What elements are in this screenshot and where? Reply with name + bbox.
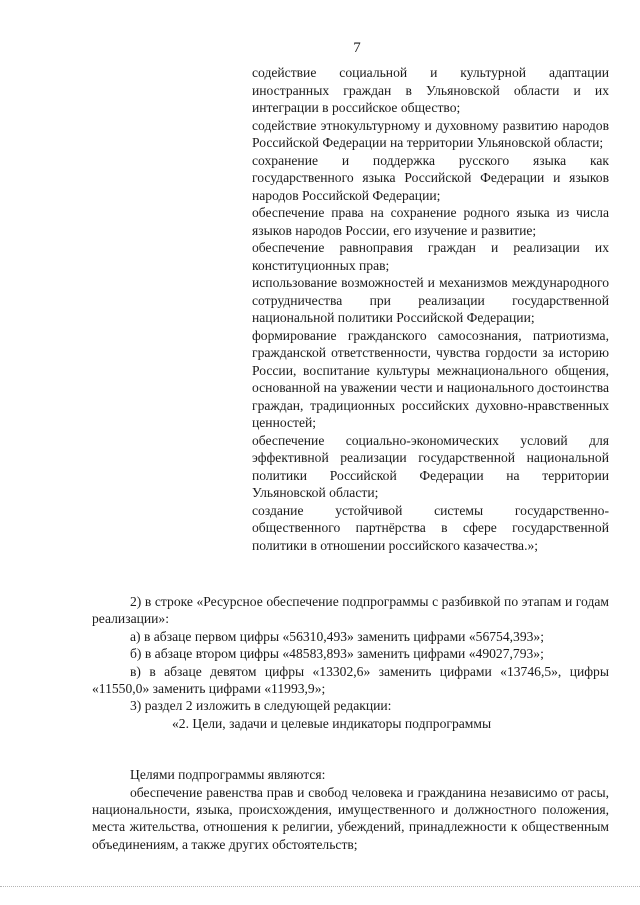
list-item: использование возможностей и механизмов международного сотрудничества при реализации государственной национальной политики Российской Федерации; [252,275,609,325]
goal-equality: обеспечение равенства прав и свобод человека и гражданина независимо от расы, национальности, языка, происхождения, имущественного и должностного положения, места жительства, отношения к религии, убеждений, принадлежности к общественным объединениям, а также других обстоятельств; [92,784,609,852]
list-item: сохранение и поддержка русского языка как государственного языка Российской Федерации и языков народов Российской Федерации; [252,152,609,203]
list-item: обеспечение права на сохранение родного языка из числа языков народов России, его изучение и развитие; [252,205,609,238]
goals-intro: Целями подпрограммы являются: [130,767,326,783]
list-item: содействие социальной и культурной адаптации иностранных граждан в Ульяновской области и их интеграции в российское общество; [252,65,609,115]
item2-intro: 2) в строке «Ресурсное обеспечение подпрограммы с разбивкой по этапам и годам реализации»: [92,594,609,627]
item2-b: б) в абзаце втором цифры «48583,893» заменить цифрами «49027,793»; [130,646,544,662]
page-number: 7 [353,40,361,56]
blank-line [92,749,609,766]
goals-list [252,64,609,554]
blank-line [92,732,609,749]
list-item: содействие этнокультурному и духовному развитию народов Российской Федерации на территории Ульяновской области; [252,117,609,150]
section-heading: «2. Цели, задачи и целевые индикаторы подпрограммы [172,715,492,731]
item2-v: в) в абзаце девятом цифры «13302,6» заменить цифрами «13746,5», цифры «11550,0» заменить цифрами «11993,9»; [92,663,609,697]
list-item: формирование гражданского самосознания, патриотизма, гражданской ответственности, чувства гордости за историю России, воспитание культуры межнационального общения, основанной на уважении чести и национального достоинства граждан, традиционных российских духовно-нравственных ценностей; [252,327,609,430]
document-body [92,593,609,853]
item2-a: а) в абзаце первом цифры «56310,493» заменить цифрами «56754,393»; [130,628,544,644]
bottom-divider [0,886,640,887]
list-item: обеспечение социально-экономических условий для эффективной реализации государственной национальной политики Российской Федерации на территории Ульяновской области; [252,432,609,500]
list-item: создание устойчивой системы государственно-общественного партнёрства в сфере государственной политики в отношении российского казачества.»; [252,502,609,553]
list-item: обеспечение равноправия граждан и реализации их конституционных прав; [252,240,609,273]
item3-intro: 3) раздел 2 изложить в следующей редакции: [130,698,392,714]
